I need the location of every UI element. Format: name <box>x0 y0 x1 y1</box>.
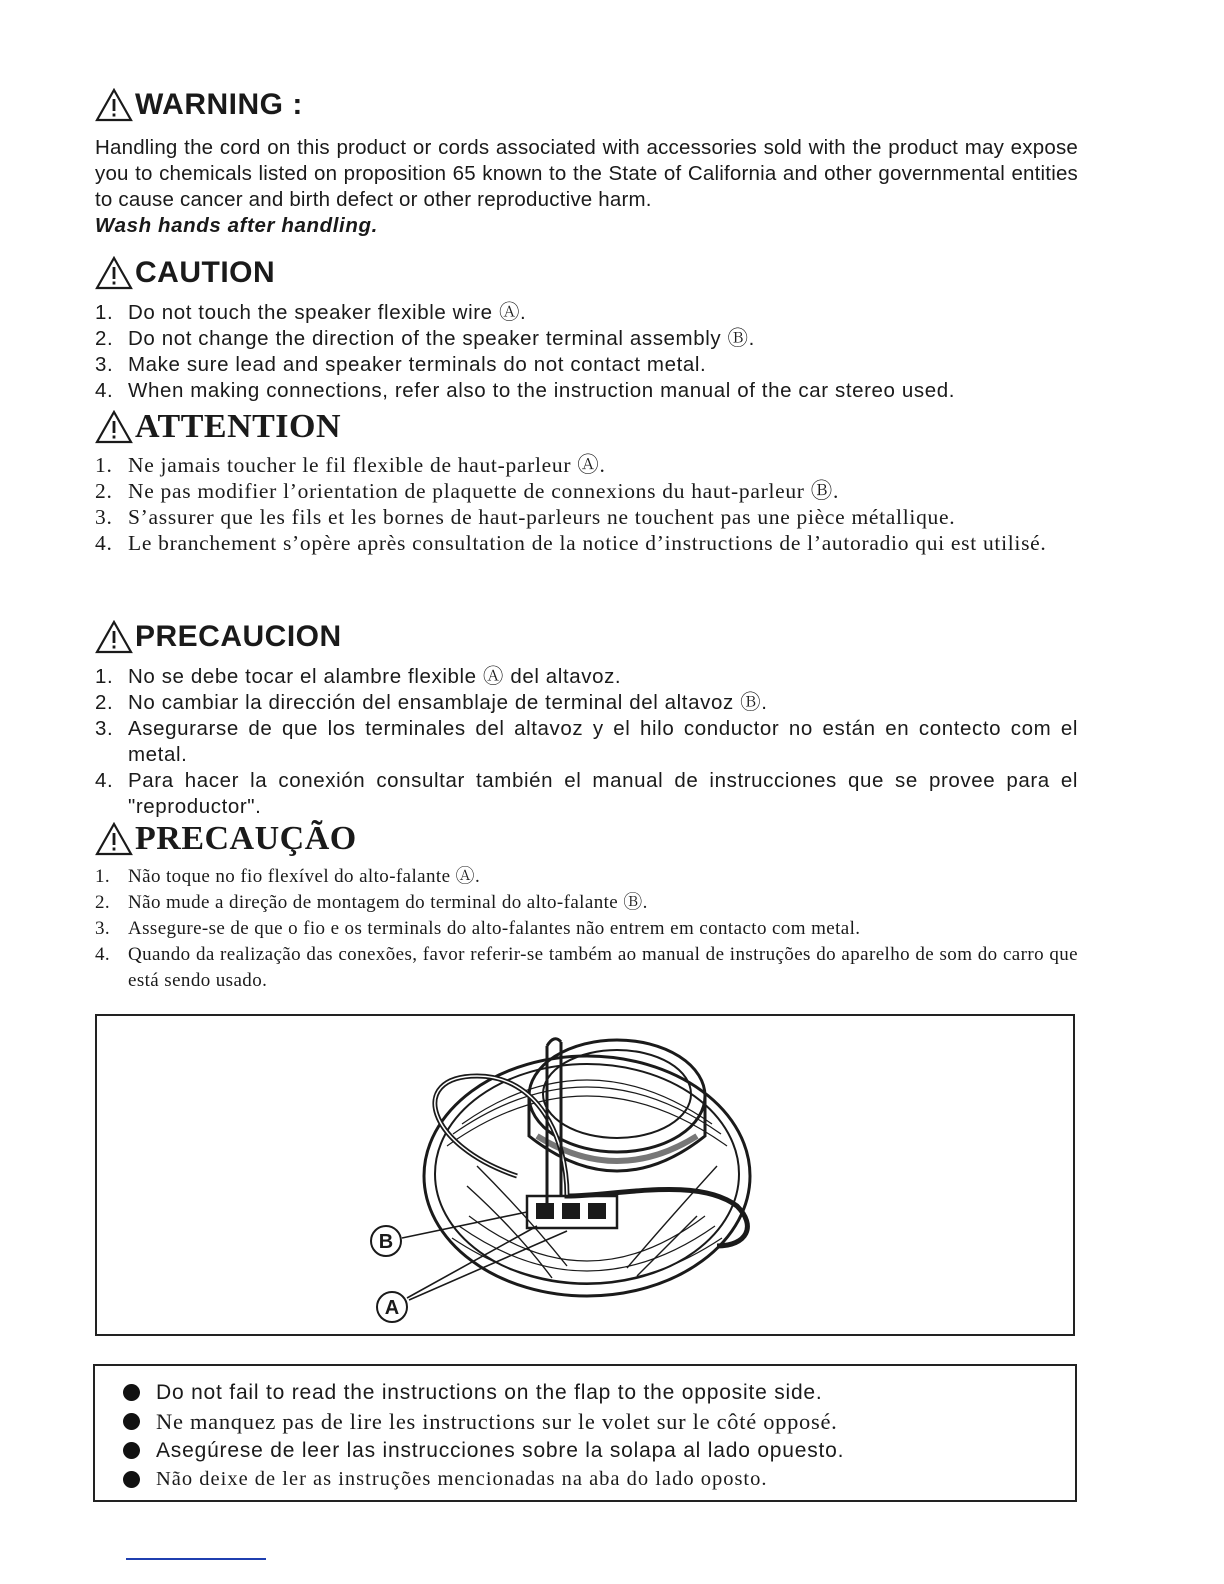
precaucion-list <box>95 664 1078 820</box>
precaucao-section <box>95 822 1078 994</box>
note-item <box>123 1378 1075 1407</box>
caution-list <box>95 300 1078 404</box>
item-text: Asegurarse de que los terminales del altavoz y el hilo conductor no están en contecto com el metal. <box>128 717 1078 766</box>
list-item <box>95 300 1078 326</box>
speaker-magnet-inner <box>543 1050 691 1138</box>
caution-title: CAUTION <box>135 256 276 289</box>
footer-rule <box>126 1558 266 1560</box>
precaucao-heading <box>95 822 1078 856</box>
bullet-icon <box>123 1384 140 1401</box>
speaker-frame-outer <box>424 1056 750 1296</box>
warning-triangle-icon <box>95 256 133 290</box>
item-number: 3. <box>95 918 111 939</box>
warning-triangle-icon <box>95 620 133 654</box>
figure-label-b: B <box>378 1231 394 1253</box>
precaucion-section <box>95 620 1078 820</box>
item-number: 4. <box>95 379 114 402</box>
warning-body <box>95 135 1078 239</box>
item-number: 2. <box>95 479 113 503</box>
list-item <box>95 504 1078 530</box>
item-text: Do not change the direction of the speaker terminal assembly Ⓑ. <box>128 327 755 350</box>
item-number: 1. <box>95 453 113 477</box>
item-text: Não toque no fio flexível do alto-falante Ⓐ. <box>128 866 481 887</box>
warning-emphasis: Wash hands after handling. <box>95 214 378 237</box>
warning-title: WARNING : <box>135 88 303 121</box>
list-item <box>95 716 1078 768</box>
list-item <box>95 664 1078 690</box>
item-number: 3. <box>95 717 114 740</box>
speaker-illustration <box>97 1016 1073 1334</box>
warning-section <box>95 88 1078 239</box>
item-number: 3. <box>95 353 114 376</box>
attention-title: ATTENTION <box>135 408 342 445</box>
warning-triangle-icon <box>95 822 133 856</box>
item-number: 2. <box>95 892 111 913</box>
item-text: Quando da realização das conexões, favor referir-se também ao manual de instruções do aparelho de som do carro que está sendo usado. <box>128 944 1078 991</box>
item-text: Make sure lead and speaker terminals do not contact metal. <box>128 353 707 376</box>
notes-box <box>93 1364 1077 1502</box>
figure-label-a: A <box>384 1297 400 1319</box>
attention-list <box>95 452 1078 556</box>
item-number: 1. <box>95 301 114 324</box>
item-number: 1. <box>95 665 114 688</box>
attention-heading <box>95 410 1078 444</box>
list-item <box>95 768 1078 820</box>
caution-heading <box>95 256 1078 290</box>
list-item <box>95 352 1078 378</box>
item-number: 3. <box>95 505 113 529</box>
item-number: 4. <box>95 531 113 555</box>
item-text: Le branchement s’opère après consultation de la notice d’instructions de l’autoradio qui est utilisé. <box>128 531 1047 555</box>
warning-heading <box>95 88 1078 122</box>
item-text: When making connections, refer also to the instruction manual of the car stereo used. <box>128 379 955 402</box>
item-text: Do not touch the speaker flexible wire Ⓐ. <box>128 301 527 324</box>
item-text: No se debe tocar el alambre flexible Ⓐ del altavoz. <box>128 665 622 688</box>
list-item <box>95 916 1078 942</box>
item-number: 2. <box>95 327 114 350</box>
list-item <box>95 378 1078 404</box>
list-item <box>95 690 1078 716</box>
bullet-icon <box>123 1471 140 1488</box>
precaucao-list <box>95 864 1078 994</box>
item-text: Assegure-se de que o fio e os terminals do alto-falantes não entrem em contacto com metal. <box>128 918 861 939</box>
list-item <box>95 326 1078 352</box>
list-item <box>95 452 1078 478</box>
precaucion-heading <box>95 620 1078 654</box>
precaucion-title: PRECAUCION <box>135 620 342 653</box>
precaucao-title: PRECAUÇÃO <box>135 820 357 857</box>
note-item <box>123 1436 1075 1465</box>
list-item <box>95 942 1078 994</box>
note-item <box>123 1465 1075 1494</box>
item-text: Para hacer la conexión consultar también el manual de instrucciones que se provee para el "reproductor". <box>128 769 1078 818</box>
item-text: S’assurer que les fils et les bornes de haut-parleurs ne touchent pas une pièce métallique. <box>128 505 956 529</box>
leader-line-b <box>402 1212 527 1238</box>
warning-body-text: Handling the cord on this product or cords associated with accessories sold with the product may expose you to chemicals listed on proposition 65 known to the State of California and other governmental entities to cause cancer and birth defect or other reproductive harm. <box>95 136 1078 211</box>
bullet-icon <box>123 1413 140 1430</box>
speaker-figure <box>95 1014 1075 1336</box>
list-item <box>95 890 1078 916</box>
item-text: Ne pas modifier l’orientation de plaquette de connexions du haut-parleur Ⓑ. <box>128 479 840 503</box>
bullet-icon <box>123 1442 140 1459</box>
caution-section <box>95 256 1078 404</box>
note-text: Asegúrese de leer las instrucciones sobre la solapa al lado opuesto. <box>156 1438 845 1462</box>
note-text: Ne manquez pas de lire les instructions sur le volet sur le côté opposé. <box>156 1408 838 1434</box>
note-text: Do not fail to read the instructions on the flap to the opposite side. <box>156 1380 823 1404</box>
leader-line-a1 <box>407 1226 537 1298</box>
warning-triangle-icon <box>95 410 133 444</box>
item-number: 4. <box>95 769 114 792</box>
warning-triangle-icon <box>95 88 133 122</box>
list-item <box>95 478 1078 504</box>
item-text: Não mude a direção de montagem do terminal do alto-falante Ⓑ. <box>128 892 648 913</box>
list-item <box>95 864 1078 890</box>
note-text: Não deixe de ler as instruções mencionadas na aba do lado oposto. <box>156 1468 768 1490</box>
item-number: 4. <box>95 944 111 965</box>
item-number: 1. <box>95 866 111 887</box>
attention-section <box>95 410 1078 556</box>
item-text: No cambiar la dirección del ensamblaje de terminal del altavoz Ⓑ. <box>128 691 768 714</box>
item-text: Ne jamais toucher le fil flexible de haut-parleur Ⓐ. <box>128 453 606 477</box>
speaker-frame-rim <box>435 1064 739 1284</box>
note-item <box>123 1407 1075 1436</box>
list-item <box>95 530 1078 556</box>
item-number: 2. <box>95 691 114 714</box>
